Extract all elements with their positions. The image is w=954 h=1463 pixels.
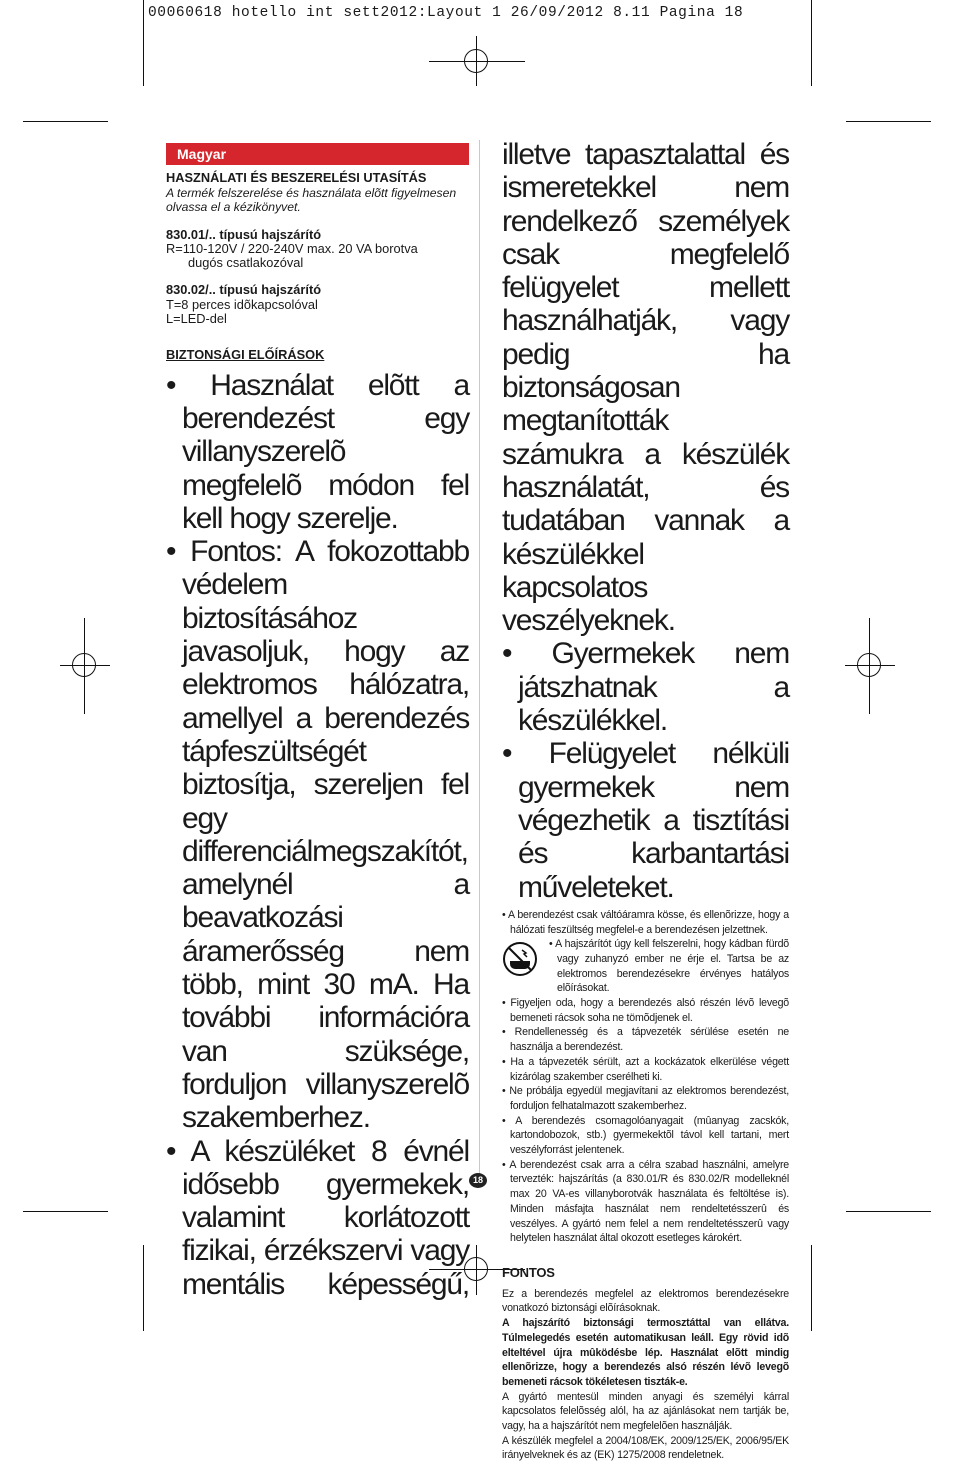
model2-line: T=8 perces idõkapcsolóval [166, 296, 318, 312]
list-item: • A hajszárítót úgy kell felszerelni, hogy kádban fürdõ vagy zuhanyzó ember ne érje el. Tartsa be az elektromos berendezésekre érvényes hatályos elõírásokat. [549, 938, 789, 995]
model2-line: L=LED-del [166, 311, 227, 327]
crop-line [846, 1211, 931, 1212]
warning-item [502, 937, 789, 996]
safety-bullet: • Használat elõtt a berendezést egy villanyszerelõ megfelelõ módon fel kell hogy szerelje. [166, 368, 469, 535]
page-number: 18 [469, 1173, 487, 1188]
fontos-paragraph: A készülék megfelel a 2004/108/EK, 2009/125/EK, 2006/95/EK irányelveknek és az (EK) 1275/2008 rendeletnek. [502, 1434, 789, 1462]
fontos-heading: FONTOS [502, 1265, 555, 1280]
small-instructions [502, 908, 789, 1463]
list-item: • Ne próbálja egyedül megjavítani az elektromos berendezést, forduljon felhatalmazott szakemberhez. [502, 1085, 789, 1112]
safety-bullet: • Fontos: A fokozottabb védelem biztosításához javasoljuk, hogy az elektromos hálózatra, amellyel a berendezés tápfeszültségét biztosítja, szereljen fel egy differenciálmegszakítót, amelynél a beavatkozási áramerősség nem több, mint 30 mA. Ha további információra van szüksége, forduljon villanyszerelõ szakemberhez. [166, 535, 469, 1135]
list-item: • Figyeljen oda, hogy a berendezés alsó részén lévõ levegõ bemeneti rácsok soha ne tömõdjenek el. [502, 997, 789, 1024]
model1-title: 830.01/.. típusú hajszárító [166, 226, 322, 242]
registration-mark-icon [857, 653, 881, 677]
registration-mark-icon [464, 49, 488, 73]
list-item: • Ha a tápvezeték sérült, azt a kockázatok elkerülése végett kizárólag szakember cserélheti ki. [502, 1055, 789, 1083]
safety-heading: BIZTONSÁGI ELŐÍRÁSOK [166, 347, 325, 363]
list-item: • Rendellenesség és a tápvezeték sérülése esetén ne használja a berendezést. [502, 1026, 789, 1054]
crop-line [23, 1211, 108, 1212]
crop-line [143, 0, 144, 86]
list-item: • A berendezést csak arra a célra szabad használni, amelyre tervezték: hajszárítás (a 830.01/R és 830.02/R modelleknél max 20 VA-es villanyborotvák használata és feltöltése is). Minden másfajta használat nem rendeltetésszerû és veszélyes. A gyártó nem felel a nem rendeltetésszerû vagy helytelen használat által okozott esetleges károkért. [502, 1158, 789, 1245]
safety-bullet: • Gyermekek nem játszhatnak a készülékkel. [502, 637, 789, 738]
crop-line [811, 0, 812, 86]
safety-bullet: • A készüléket 8 évnél idősebb gyermekek, valamint korlátozott fizikai, érzékszervi vagy mentális képességű, [166, 1134, 469, 1301]
crop-line [811, 1245, 812, 1331]
crop-line [23, 121, 108, 122]
fontos-paragraph: Ez a berendezés megfelel az elektromos berendezésekre vonatkozó biztonsági elõírásoknak. [502, 1287, 789, 1315]
left-column [166, 172, 469, 1301]
safety-bullet-continuation: illetve tapasztalattal és ismeretekkel nem rendelkező személyek csak megfelelő felügyelet mellett használhatják, vagy pedig ha biztonságosan megtanították számukra a készülék használatát, és tudatában vannak a készülékkel kapcsolatos veszélyeknek. [502, 138, 789, 638]
list-item: • A berendezést csak váltóáramra kösse, és ellenõrizze, hogy a hálózati feszültség megfelel-e a berendezésen jelzettnek. [502, 908, 789, 936]
model1-line: dugós csatlakozóval [188, 255, 304, 271]
list-item: • A berendezés csomagolóanyagait (mûanyag zacskók, kartondobozok, stb.) gyermekektõl távol kell tartani, mert veszélyforrást jelentenek. [502, 1114, 789, 1157]
manual-heading: HASZNÁLATI ÉS BESZERELÉSI UTASÍTÁS [166, 170, 427, 185]
registration-mark-icon [72, 653, 96, 677]
no-bath-icon [502, 941, 538, 977]
language-label: Magyar [177, 146, 227, 162]
right-column [502, 138, 789, 1463]
fontos-bold-paragraph: A hajszárító biztonsági termosztáttal van ellátva. Túlmelegedés esetén automatikusan leáll. Egy rövid idõ elteltével újra mûködésbe lép. Használat elõtt mindig ellenõrizze, hogy a berendezés alsó részén lévõ levegõ bemeneti rácsok tökéletesen tiszták-e. [502, 1317, 789, 1388]
print-slug: 00060618 hotello int sett2012:Layout 1 26/09/2012 8.11 Pagina 18 [148, 5, 744, 21]
crop-line [143, 1245, 144, 1331]
intro-text: A termék felszerelése és használata elõtt figyelmesen olvassa el a kézikönyvet. [166, 186, 457, 215]
crop-line [846, 121, 931, 122]
model2-title: 830.02/.. típusú hajszárító [166, 282, 322, 298]
safety-bullet: • Felügyelet nélküli gyermekek nem végezhetik a tisztítási és karbantartási műveleteket. [502, 737, 789, 904]
column-divider [479, 140, 480, 1180]
fontos-paragraph: A gyártó mentesül minden anyagi és személyi kárral kapcsolatos felelõsség alól, ha az ajánlásokat nem tartják be, vagy, ha a hajszárítót nem megfelelõen használják. [502, 1390, 789, 1433]
model1-line: R=110-120V / 220-240V max. 20 VA borotva [166, 240, 418, 256]
language-bar [166, 143, 469, 165]
